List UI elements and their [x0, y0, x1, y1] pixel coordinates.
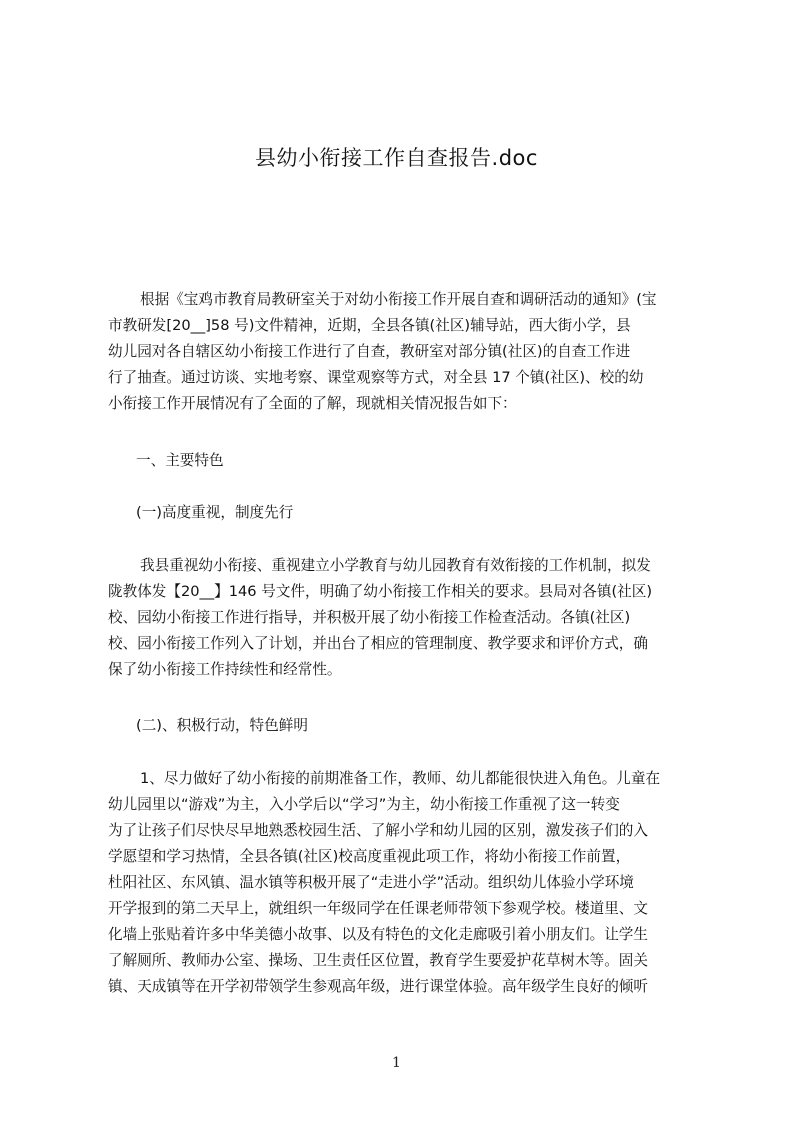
paragraph-line: 镇、天成镇等在开学初带领学生参观高年级，进行课堂体验。高年级学生良好的倾听	[108, 978, 648, 995]
paragraph-line: 行了抽查。通过访谈、实地考察、课堂观察等方式，对全县 17 个镇(社区)、校的幼	[108, 369, 644, 386]
paragraph-line: 1、尽力做好了幼小衔接的前期准备工作，教师、幼儿都能很快进入角色。儿童在	[140, 770, 661, 787]
paragraph-line: 为了让孩子们尽快尽早地熟悉校园生活、了解小学和幼儿园的区别，激发孩子们的入	[108, 822, 648, 839]
paragraph-system	[108, 553, 708, 683]
paragraph-preparation	[108, 766, 708, 1000]
paragraph-line: 校、园幼小衔接工作进行指导，并积极开展了幼小衔接工作检查活动。各镇(社区)	[108, 609, 631, 626]
paragraph-line: 开学报到的第二天早上，就组织一年级同学在任课老师带领下参观学校。楼道里、文	[108, 900, 648, 917]
paragraph-line: 化墙上张贴着许多中华美德小故事、以及有特色的文化走廊吸引着小朋友们。让学生	[108, 926, 648, 943]
paragraph-intro	[108, 287, 708, 417]
subsection-heading-high-priority: (一)高度重视，制度先行	[136, 504, 294, 521]
paragraph-line: 我县重视幼小衔接、重视建立小学教育与幼儿园教育有效衔接的工作机制，拟发	[140, 557, 651, 574]
paragraph-line: 陇教体发【20__】146 号文件，明确了幼小衔接工作相关的要求。县局对各镇(社区)	[108, 583, 653, 600]
paragraph-line: 小衔接工作开展情况有了全面的了解，现就相关情况报告如下：	[108, 395, 517, 412]
paragraph-line: 市教研发[20__]58 号)文件精神，近期，全县各镇(社区)辅导站，西大街小学，县	[108, 317, 631, 334]
paragraph-line: 幼儿园里以“游戏”为主，入小学后以“学习”为主，幼小衔接工作重视了这一转变	[108, 796, 620, 813]
paragraph-line: 校、园小衔接工作列入了计划，并出台了相应的管理制度、教学要求和评价方式，确	[108, 635, 648, 652]
paragraph-line: 幼儿园对各自辖区幼小衔接工作进行了自查，教研室对部分镇(社区)的自查工作进	[108, 343, 631, 360]
paragraph-line: 学愿望和学习热情，全县各镇(社区)校高度重视此项工作，将幼小衔接工作前置，	[108, 848, 631, 865]
page-number: 1	[392, 1055, 401, 1071]
section-heading-main-features: 一、主要特色	[136, 452, 224, 469]
paragraph-line: 了解厕所、教师办公室、操场、卫生责任区位置，教育学生要爱护花草树木等。固关	[108, 952, 648, 969]
paragraph-line: 保了幼小衔接工作持续性和经常性。	[108, 661, 342, 678]
paragraph-line: 根据《宝鸡市教育局教研室关于对幼小衔接工作开展自查和调研活动的通知》(宝	[140, 291, 657, 308]
subsection-heading-active-action: (二)、积极行动，特色鲜明	[136, 717, 308, 734]
document-title: 县幼小衔接工作自查报告.doc	[255, 146, 538, 170]
paragraph-line: 杜阳社区、东风镇、温水镇等积极开展了“走进小学”活动。组织幼儿体验小学环境	[108, 874, 634, 891]
